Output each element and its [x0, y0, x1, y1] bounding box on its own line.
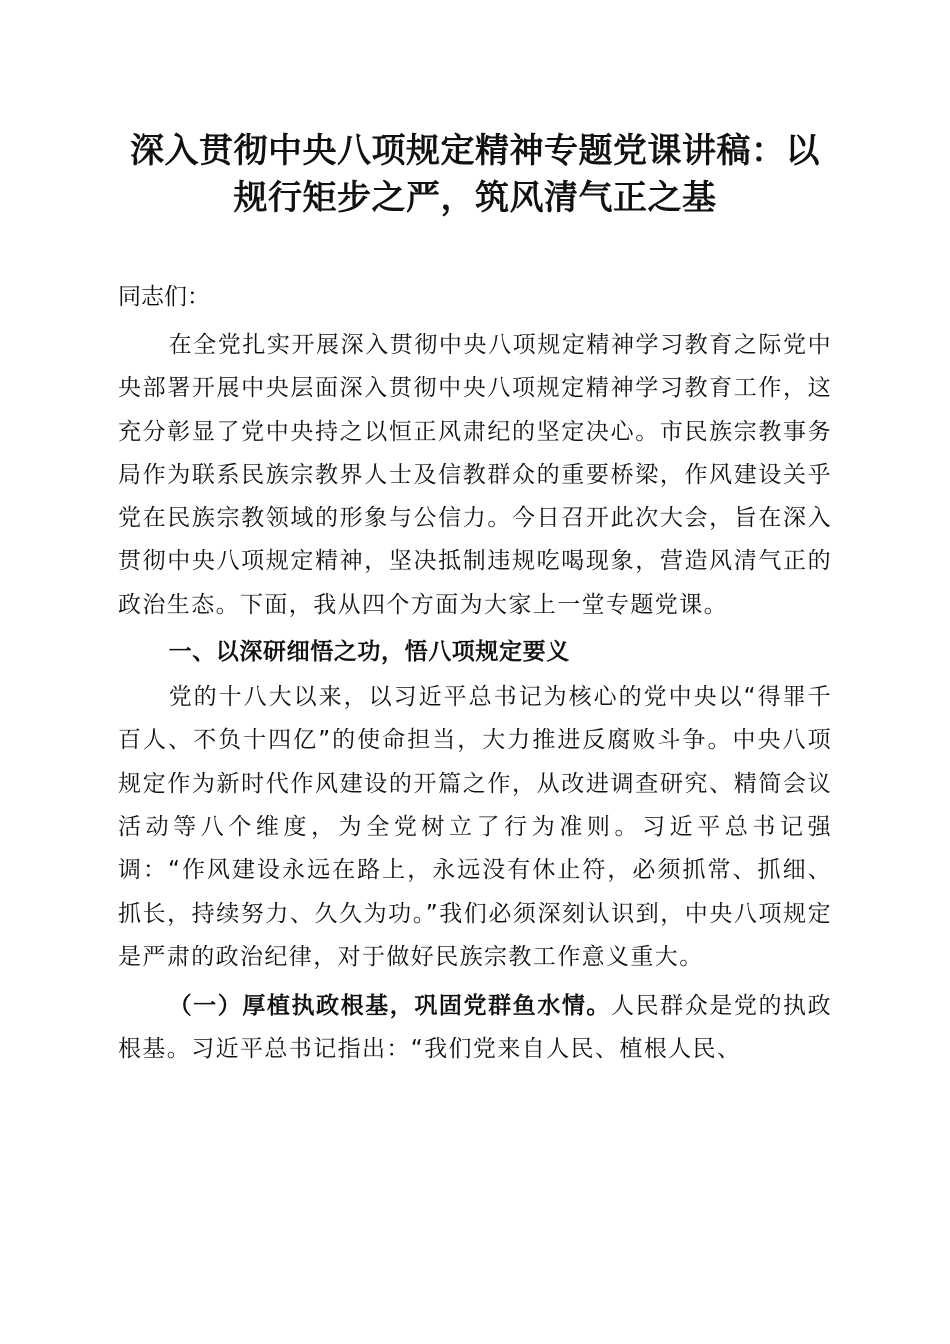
document-page	[118, 128, 832, 1072]
document-title	[118, 128, 832, 222]
subsection-1-paragraph	[118, 985, 832, 1072]
salutation: 同志们：	[118, 284, 210, 310]
intro-paragraph: 在全党扎实开展深入贯彻中央八项规定精神学习教育之际党中央部署开展中央层面深入贯彻中央八项规定精神学习教育工作，这充分彰显了党中央持之以恒正风肃纪的坚定决心。市民族宗教事务局作为联系民族宗教界人士及信教群众的重要桥梁，作风建设关乎党在民族宗教领域的形象与公信力。今日召开此次大会，旨在深入贯彻中央八项规定精神，坚决抵制违规吃喝现象，营造风清气正的政治生态。下面，我从四个方面为大家上一堂专题党课。	[118, 332, 832, 618]
subsection-1-lead: （一）厚植执政根基，巩固党群鱼水情。	[168, 993, 611, 1020]
section-1-paragraph: 党的十八大以来，以习近平总书记为核心的党中央以“得罪千百人、不负十四亿”的使命担当，大力推进反腐败斗争。中央八项规定作为新时代作风建设的开篇之作，从改进调查研究、精简会议活动等八个维度，为全党树立了行为准则。习近平总书记强调：“作风建设永远在路上，永远没有休止符，必须抓常、抓细、抓长，持续努力、久久为功。”我们必须深刻认识到，中央八项规定是严肃的政治纪律，对于做好民族宗教工作意义重大。	[118, 684, 832, 970]
title-line-1: 深入贯彻中央八项规定精神专题党课讲稿：以	[130, 131, 820, 171]
section-1-heading: 一、以深研细悟之功，悟八项规定要义	[168, 639, 570, 666]
subsection-1-text: 人民群众是党的执政根基。习近平总书记指出：“我们党来自人民、植根人民、	[118, 993, 832, 1063]
title-line-2: 规行矩步之严，筑风清气正之基	[233, 178, 717, 218]
